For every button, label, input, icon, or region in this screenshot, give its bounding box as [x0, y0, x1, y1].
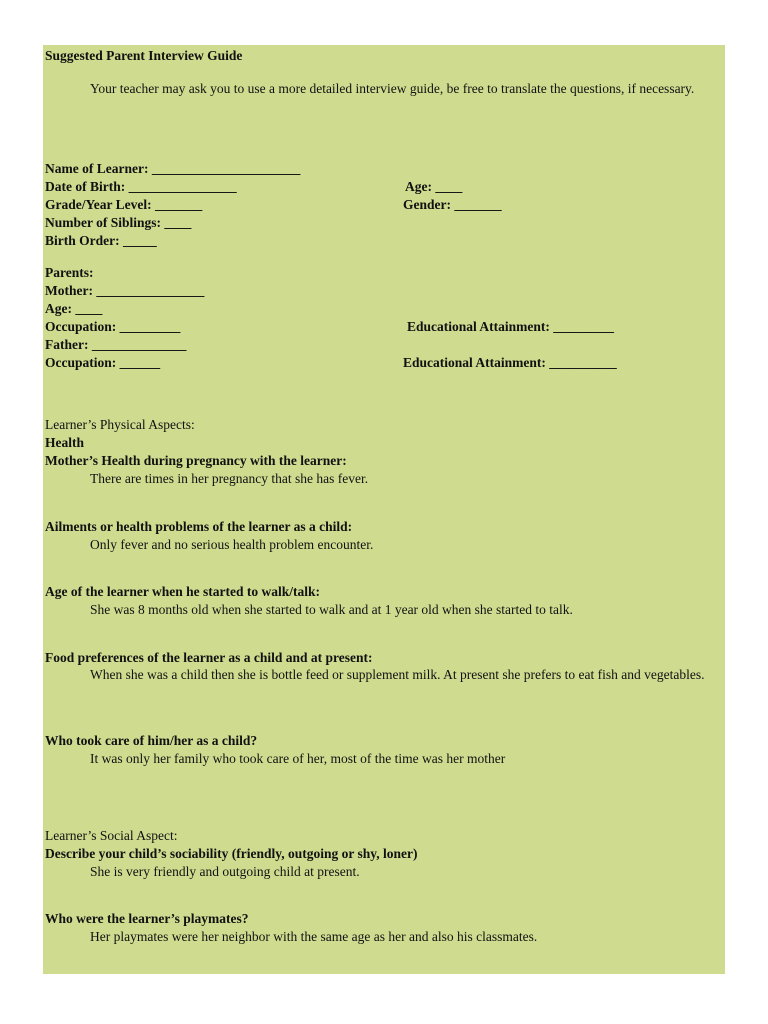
birth-order-field: Birth Order: _____: [45, 233, 157, 248]
intro-paragraph: [45, 80, 710, 97]
answer-caretaker: It was only her family who took care of her, most of the time was her mother: [90, 751, 506, 766]
answer-food-preferences: [45, 666, 710, 683]
answer-ailments: Only fever and no serious health problem encounter.: [90, 537, 374, 552]
question-mother-health: Mother’s Health during pregnancy with the learner:: [45, 453, 347, 468]
mother-age-field: Age: ____: [45, 301, 103, 316]
date-of-birth-field: Date of Birth: ________________: [45, 179, 237, 194]
question-food-preferences: Food preferences of the learner as a child and at present:: [45, 650, 373, 665]
learner-name-field: Name of Learner: ______________________: [45, 161, 301, 176]
answer-sociability: She is very friendly and outgoing child at present.: [90, 864, 360, 879]
question-sociability: Describe your child’s sociability (friendly, outgoing or shy, loner): [45, 846, 418, 861]
social-aspect-heading: Learner’s Social Aspect:: [45, 828, 178, 843]
learner-age-field: Age: ____: [405, 179, 463, 194]
father-occupation-field: Occupation: ______: [45, 355, 161, 370]
question-caretaker: Who took care of him/her as a child?: [45, 733, 258, 748]
intro-text: Your teacher may ask you to use a more detailed interview guide, be free to translate the questions, if necessary.: [90, 81, 695, 96]
question-ailments: Ailments or health problems of the learner as a child:: [45, 519, 353, 534]
gender-field: Gender: _______: [403, 197, 502, 212]
question-playmates: Who were the learner’s playmates?: [45, 911, 249, 926]
mother-field: Mother: ________________: [45, 283, 205, 298]
physical-aspects-heading: Learner’s Physical Aspects:: [45, 417, 195, 432]
question-walk-talk: Age of the learner when he started to walk/talk:: [45, 584, 320, 599]
mother-education-field: Educational Attainment: _________: [407, 319, 615, 334]
answer-food-preferences-text: When she was a child then she is bottle feed or supplement milk. At present she prefers to eat fish and vegetables.: [90, 667, 705, 682]
grade-level-field: Grade/Year Level: _______: [45, 197, 203, 212]
siblings-field: Number of Siblings: ____: [45, 215, 192, 230]
father-education-field: Educational Attainment: __________: [403, 355, 617, 370]
answer-playmates: Her playmates were her neighbor with the same age as her and also his classmates.: [90, 929, 538, 944]
answer-mother-health: There are times in her pregnancy that she has fever.: [90, 471, 369, 486]
parents-heading: Parents:: [45, 265, 94, 280]
document-title: Suggested Parent Interview Guide: [45, 48, 243, 63]
answer-walk-talk: She was 8 months old when she started to walk and at 1 year old when she started to talk.: [90, 602, 573, 617]
health-subheading: Health: [45, 435, 84, 450]
father-field: Father: ______________: [45, 337, 187, 352]
mother-occupation-field: Occupation: _________: [45, 319, 181, 334]
